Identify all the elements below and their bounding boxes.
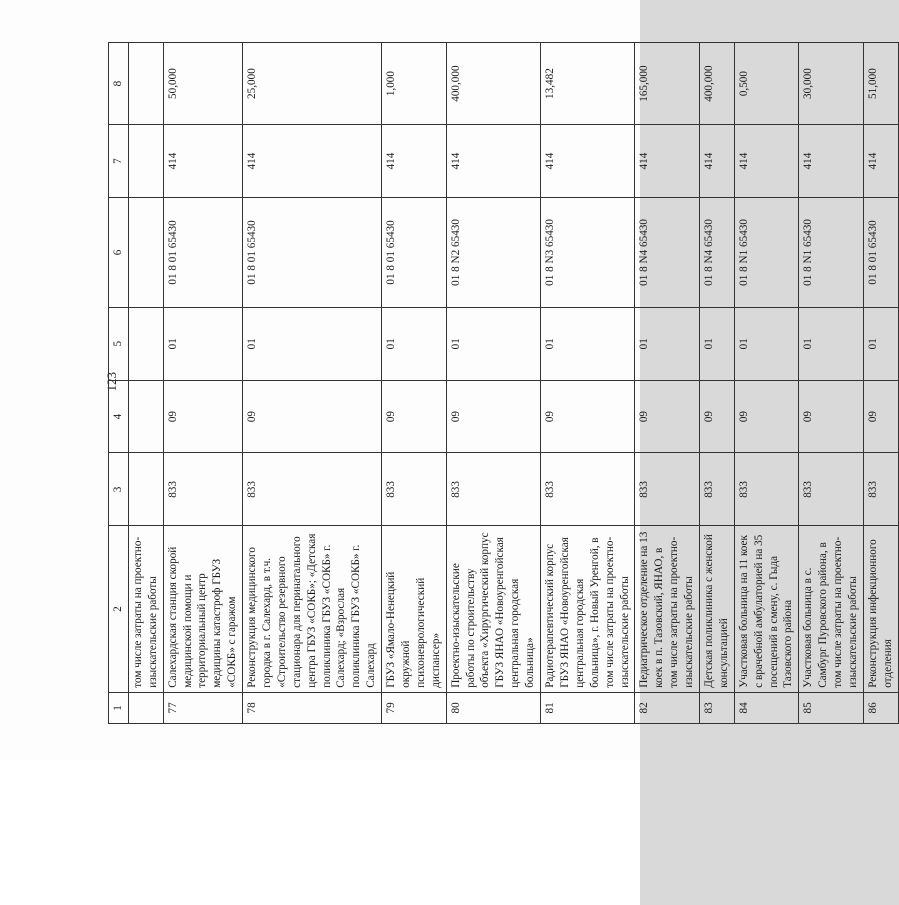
- table-cell-c5: 01: [635, 307, 700, 380]
- table-cell-c6: 01 8 N4 65430: [635, 198, 700, 308]
- table-cell-c4: 09: [863, 380, 898, 453]
- table-cell-c5: 01: [799, 307, 864, 380]
- table-cell-num: 82: [635, 692, 700, 723]
- budget-table: [108, 42, 899, 724]
- table-cell-c5: 01: [243, 307, 382, 380]
- table-cell-c7: 414: [243, 125, 382, 198]
- table-cell-c4: 09: [163, 380, 242, 453]
- table-cell-c8: 400,000: [699, 43, 734, 125]
- table-cell-c8: 13,482: [541, 43, 635, 125]
- page-margin: [0, 760, 640, 905]
- table-row: [541, 43, 635, 724]
- table-cell-c5: 01: [863, 307, 898, 380]
- budget-table-container: [108, 42, 894, 833]
- table-cell-c4: [128, 380, 163, 453]
- table-cell-c4: 09: [734, 380, 799, 453]
- table-cell-c5: [128, 307, 163, 380]
- table-cell-num: 80: [446, 692, 540, 723]
- table-cell-c3: 833: [163, 453, 242, 526]
- table-cell-name: ГБУЗ «Ямало-Ненецкий окружной психоневрологический диспансер»: [382, 526, 447, 692]
- table-row: [799, 43, 864, 724]
- header-cell: 5: [109, 307, 129, 380]
- table-cell-name: Реконструкция медицинского городка в г. Салехард, в т.ч. «Строительство резервного стационара для перинатального центра ГБУЗ «СОКБ»; «Детская поликлиника ГБУЗ «СОКБ» г. Салехард; «Взрослая поликлиника ГБУЗ «СОКБ» г. Салехард: [243, 526, 382, 692]
- table-cell-c4: 09: [799, 380, 864, 453]
- table-cell-c7: 414: [863, 125, 898, 198]
- table-row: [163, 43, 242, 724]
- table-cell-name: Радиотерапевтический корпус ГБУЗ ЯНАО «Новоуренгойская центральная городская больница», г. Новый Уренгой, в том числе затраты на проектно-изыскательские работы: [541, 526, 635, 692]
- table-cell-c5: 01: [699, 307, 734, 380]
- header-cell: 7: [109, 125, 129, 198]
- table-cell-c6: 01 8 N1 65430: [734, 198, 799, 308]
- table-cell-c4: 09: [699, 380, 734, 453]
- table-cell-c6: 01 8 01 65430: [243, 198, 382, 308]
- table-cell-c3: 833: [734, 453, 799, 526]
- table-cell-num: 78: [243, 692, 382, 723]
- table-row: [382, 43, 447, 724]
- table-row: [734, 43, 799, 724]
- table-cell-c6: 01 8 N2 65430: [446, 198, 540, 308]
- table-row: [446, 43, 540, 724]
- table-cell-c7: 414: [799, 125, 864, 198]
- table-cell-c8: 50,000: [163, 43, 242, 125]
- table-cell-num: 81: [541, 692, 635, 723]
- table-cell-c6: 01 8 N1 65430: [799, 198, 864, 308]
- table-cell-c8: 0,500: [734, 43, 799, 125]
- table-cell-name: Участковая больница в с. Самбург Пуровского района, в том числе затраты на проектно-изыскательские работы: [799, 526, 864, 692]
- table-cell-c6: 01 8 01 65430: [163, 198, 242, 308]
- table-cell-c8: 25,000: [243, 43, 382, 125]
- table-cell-c8: 1,000: [382, 43, 447, 125]
- header-cell: 8: [109, 43, 129, 125]
- table-cell-name: Детская поликлиника с женской консультацией: [699, 526, 734, 692]
- table-cell-c7: 414: [163, 125, 242, 198]
- table-cell-c3: 833: [243, 453, 382, 526]
- table-cell-c7: 414: [446, 125, 540, 198]
- table-header-row: [109, 43, 129, 724]
- table-cell-c3: 833: [799, 453, 864, 526]
- table-cell-c3: 833: [863, 453, 898, 526]
- table-cell-c8: 400,000: [446, 43, 540, 125]
- table-row: [128, 43, 163, 724]
- table-cell-c3: 833: [382, 453, 447, 526]
- table-cell-num: 86: [863, 692, 898, 723]
- table-cell-c3: 833: [446, 453, 540, 526]
- table-cell-c3: 833: [541, 453, 635, 526]
- table-cell-c6: [128, 198, 163, 308]
- table-cell-c4: 09: [243, 380, 382, 453]
- table-cell-name: Реконструкция инфекционного отделения: [863, 526, 898, 692]
- table-row: [635, 43, 700, 724]
- table-cell-c6: 01 8 N3 65430: [541, 198, 635, 308]
- table-cell-num: 84: [734, 692, 799, 723]
- table-cell-c6: 01 8 01 65430: [382, 198, 447, 308]
- table-row: [863, 43, 898, 724]
- page-number: 123: [104, 372, 119, 392]
- header-cell: 4: [109, 380, 129, 453]
- header-cell: 6: [109, 198, 129, 308]
- table-cell-c7: 414: [541, 125, 635, 198]
- table-cell-c7: 414: [635, 125, 700, 198]
- table-cell-c7: 414: [734, 125, 799, 198]
- table-cell-c5: 01: [734, 307, 799, 380]
- table-cell-c7: 414: [382, 125, 447, 198]
- table-cell-c3: [128, 453, 163, 526]
- table-cell-name: том числе затраты на проектно-изыскательские работы: [128, 526, 163, 692]
- table-cell-num: 77: [163, 692, 242, 723]
- table-cell-num: 85: [799, 692, 864, 723]
- table-cell-num: 83: [699, 692, 734, 723]
- table-row: [243, 43, 382, 724]
- header-cell: 2: [109, 526, 129, 692]
- table-cell-name: Участковая больница на 11 коек с врачебной амбулаторией на 35 посещений в смену, с. Гыда Тазовского района: [734, 526, 799, 692]
- table-cell-c8: [128, 43, 163, 125]
- table-cell-c6: 01 8 01 65430: [863, 198, 898, 308]
- table-cell-c8: 165,000: [635, 43, 700, 125]
- table-cell-c4: 09: [382, 380, 447, 453]
- table-cell-c5: 01: [163, 307, 242, 380]
- table-cell-name: Проектно-изыскательские работы по строительству объекта «Хирургический корпус ГБУЗ ЯНАО «Новоуренгойская центральная городская больница»: [446, 526, 540, 692]
- table-cell-c7: 414: [699, 125, 734, 198]
- table-cell-c8: 51,000: [863, 43, 898, 125]
- table-cell-c6: 01 8 N4 65430: [699, 198, 734, 308]
- table-cell-c5: 01: [446, 307, 540, 380]
- table-cell-c8: 30,000: [799, 43, 864, 125]
- table-cell-num: [128, 692, 163, 723]
- table-cell-num: 79: [382, 692, 447, 723]
- table-cell-c4: 09: [635, 380, 700, 453]
- table-cell-c5: 01: [382, 307, 447, 380]
- header-cell: 1: [109, 692, 129, 723]
- table-cell-c4: 09: [541, 380, 635, 453]
- table-cell-name: Салехардская станция скорой медицинской помощи и территориальный центр медицины катастроф ГБУЗ «СОКБ» с гаражом: [163, 526, 242, 692]
- table-cell-c7: [128, 125, 163, 198]
- table-cell-c4: 09: [446, 380, 540, 453]
- header-cell: 3: [109, 453, 129, 526]
- table-cell-c3: 833: [699, 453, 734, 526]
- table-cell-c5: 01: [541, 307, 635, 380]
- table-cell-name: Педиатрическое отделение на 13 коек в п. Тазовский, ЯНАО, в том числе затраты на проектно-изыскательские работы: [635, 526, 700, 692]
- table-row: [699, 43, 734, 724]
- table-cell-c3: 833: [635, 453, 700, 526]
